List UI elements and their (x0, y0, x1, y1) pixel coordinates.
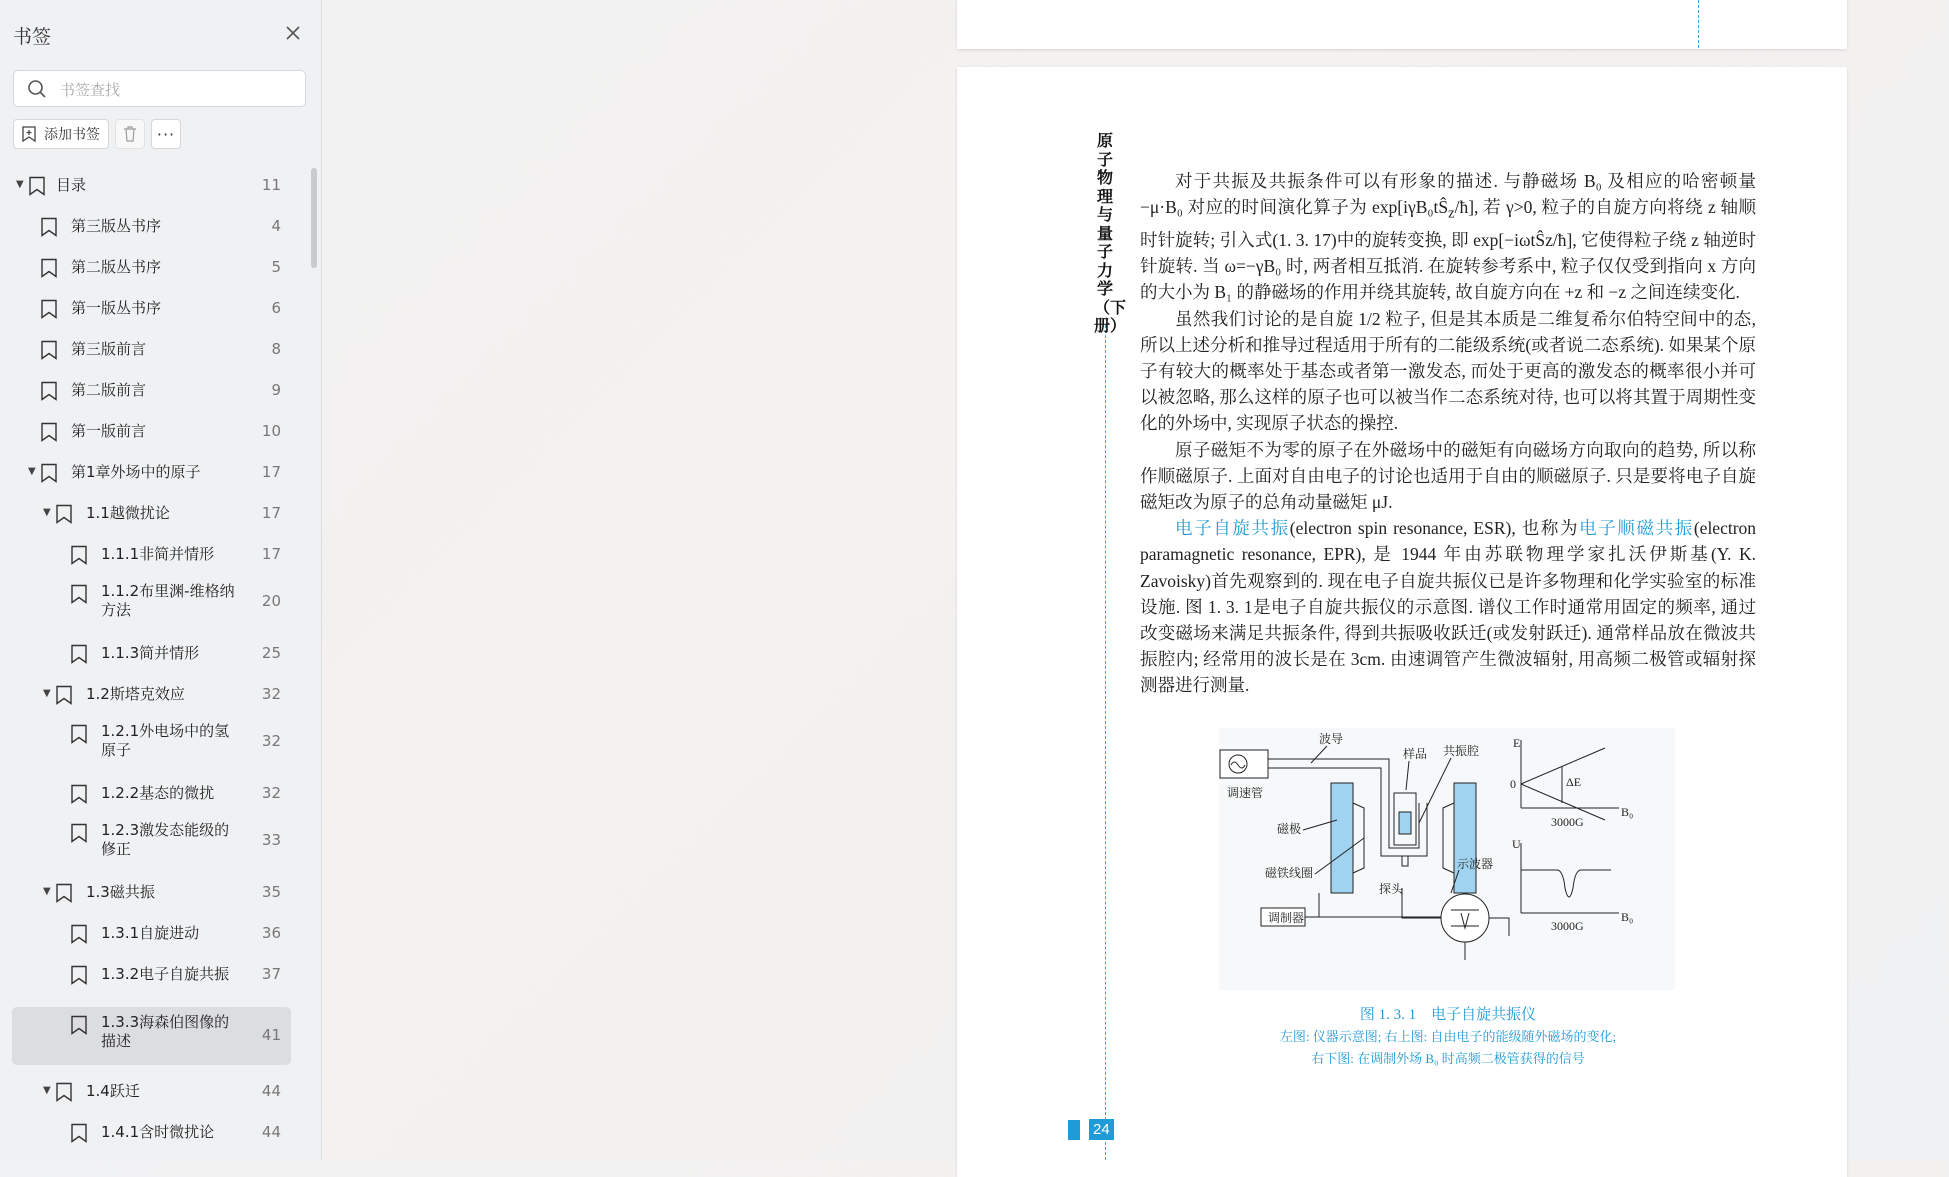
figure-caption: 左图: 仪器示意图; 右上图: 自由电子的能级随外磁场的变化; (1279, 1029, 1617, 1044)
bookmark-item[interactable] (12, 453, 291, 493)
bookmark-label: 1.4.1含时微扰论 (101, 1123, 215, 1141)
bookmark-icon (70, 965, 88, 985)
page-marker (1068, 1120, 1080, 1140)
bookmark-icon (55, 685, 73, 705)
oscilloscope-label: 示波器 (1457, 857, 1494, 871)
bookmark-page-number: 17 (261, 545, 281, 563)
bookmark-icon (28, 176, 46, 196)
add-bookmark-button[interactable] (13, 119, 109, 149)
bookmark-icon (40, 340, 58, 360)
bookmark-label: 第三版前言 (71, 340, 147, 358)
bookmark-label: 1.2.1外电场中的氢原子 (101, 722, 230, 759)
bookmark-page-number: 25 (261, 644, 281, 662)
bookmark-page-number: 44 (261, 1082, 281, 1100)
bookmark-page-number: 32 (261, 685, 281, 703)
bookmark-page-number: 33 (261, 831, 281, 849)
margin-guide (1105, 325, 1106, 1160)
running-header-vertical: 原子物理与量子力学（下册） (1094, 131, 1127, 335)
bookmark-item[interactable] (12, 1113, 291, 1153)
add-bookmark-icon (20, 125, 38, 143)
expand-arrow-icon[interactable]: ▼ (43, 1085, 51, 1096)
bookmark-page-number: 9 (271, 381, 281, 399)
bookmark-label: 第一版丛书序 (71, 299, 162, 317)
delete-bookmark-button[interactable] (115, 119, 145, 149)
bookmark-label: 1.2.2基态的微扰 (101, 784, 215, 802)
esr-apparatus-figure (1219, 728, 1675, 990)
energy-axis-label: E (1513, 736, 1521, 750)
field-tick-label: 3000G (1551, 815, 1584, 829)
bookmark-icon (40, 422, 58, 442)
bookmark-icon (70, 545, 88, 565)
bookmark-icon (40, 299, 58, 319)
bookmark-icon (55, 1082, 73, 1102)
bookmark-label: 1.1.3简并情形 (101, 644, 200, 662)
bookmark-icon (40, 217, 58, 237)
bookmark-page-number: 17 (261, 504, 281, 522)
bookmark-page-number: 37 (261, 965, 281, 983)
bookmark-item[interactable] (12, 873, 291, 913)
figure-title: 图 1. 3. 1 电子自旋共振仪 (1359, 1007, 1537, 1023)
bookmark-page-number: 32 (261, 784, 281, 802)
bookmark-icon (40, 463, 58, 483)
bookmark-icon (70, 924, 88, 944)
bookmark-page-number: 5 (271, 258, 281, 276)
bookmark-label: 1.1.2布里渊-维格纳方法 (101, 582, 235, 619)
coil-label: 磁铁线圈 (1265, 866, 1314, 880)
bookmark-icon (70, 784, 88, 804)
pole-label: 磁极 (1277, 822, 1302, 836)
bookmark-page-number: 32 (261, 732, 281, 750)
scrollbar[interactable] (311, 168, 317, 268)
field-tick-label: 3000G (1551, 919, 1584, 933)
waveguide-label: 波导 (1319, 732, 1344, 746)
expand-arrow-icon[interactable]: ▼ (43, 688, 51, 699)
more-icon: ··· (156, 124, 176, 144)
bookmark-label: 1.2斯塔克效应 (86, 685, 185, 703)
close-icon[interactable] (280, 20, 306, 46)
bookmark-icon (70, 1015, 88, 1035)
bookmark-page-number: 6 (271, 299, 281, 317)
bookmark-label: 第一版前言 (71, 422, 147, 440)
bookmark-icon (40, 258, 58, 278)
bookmark-label: 1.4跃迁 (86, 1082, 140, 1100)
bookmark-page-number: 20 (261, 592, 281, 610)
bookmark-item[interactable] (12, 914, 291, 954)
bookmark-icon (40, 381, 58, 401)
bookmark-icon (55, 883, 73, 903)
add-bookmark-label: 添加书签 (44, 127, 100, 143)
bookmark-page-number: 36 (261, 924, 281, 942)
margin-guide (1698, 0, 1699, 48)
paragraph: 原子磁矩不为零的原子在外磁场中的磁矩有向磁场方向取向的趋势, 所以称作顺磁原子. 上面对自由电子的讨论也适用于自由的顺磁原子. 只是要将电子自旋磁矩改为原子的总角动量磁矩 μJ. (1140, 439, 1756, 512)
search-icon (27, 79, 47, 99)
bookmark-icon (70, 823, 88, 843)
modulator-label: 调制器 (1268, 911, 1305, 925)
bookmark-label: 1.3.3海森伯图像的描述 (101, 1013, 230, 1050)
panel-title: 书签 (13, 26, 52, 48)
paragraph: 虽然我们讨论的是自旋 1/2 粒子, 但是其本质是二维复希尔伯特空间中的态, 所以上述分析和推导过程适用于所有的二能级系统(或者说二态系统). 如果某个原子有较大的概率处于基态或者第一激发态, 而处于更高的激发态的概率很小并可以被忽略, 那么这样的原子也可以被当作二态系统对待, 也可以将其置于周期性变化的外场中, 实现原子状态的操控. (1140, 308, 1756, 434)
probe-label: 探头 (1379, 882, 1404, 896)
bookmark-item[interactable] (12, 1007, 291, 1065)
field-axis-label: B₀ (1621, 805, 1634, 819)
bookmark-page-number: 17 (261, 463, 281, 481)
bookmark-item[interactable] (12, 330, 291, 370)
bookmark-page-number: 11 (261, 176, 281, 194)
bookmark-item[interactable] (12, 774, 291, 814)
previous-page (957, 0, 1847, 49)
bookmark-label: 第1章外场中的原子 (71, 463, 201, 481)
paragraph: 电子自旋共振(electron spin resonance, ESR), 也称为电子顺磁共振(electron paramagnetic resonance, EPR), 是 1944 年由苏联物理学家扎沃伊斯基(Y. K. Zavoisky)首先观察到的. 现在电子自旋共振仪已是许多物理和化学实验室的标准设施. 图 1. 3. 1是电子自旋共振仪的示意图. 谱仪工作时通常用固定的频率, 通过改变磁场来满足共振条件, 得到共振吸收跃迁(或发射跃迁). 通常样品放在微波共振腔内; 经常用的波长是在 3cm. 由速调管产生微波辐射, 用高频二极管或辐射探测器进行测量. (1140, 518, 1757, 696)
bookmark-item[interactable] (12, 207, 291, 247)
bookmark-label: 第二版前言 (71, 381, 147, 399)
bookmark-page-number: 35 (261, 883, 281, 901)
bookmark-icon (70, 584, 88, 604)
bookmark-item[interactable] (12, 166, 291, 206)
expand-arrow-icon[interactable]: ▼ (28, 466, 36, 477)
bookmark-item[interactable] (12, 494, 291, 534)
bookmark-label: 1.1越微扰论 (86, 504, 170, 522)
field-axis-label: B₀ (1621, 910, 1634, 924)
signal-axis-label: U (1512, 837, 1521, 851)
bookmark-label: 1.2.3激发态能级的修正 (101, 821, 230, 858)
bookmark-item[interactable] (12, 535, 291, 575)
bookmark-label: 1.3.2电子自旋共振 (101, 965, 230, 983)
bookmark-item[interactable] (12, 248, 291, 288)
bookmark-icon (70, 1123, 88, 1143)
bookmark-icon (70, 724, 88, 744)
bookmark-page-number: 44 (261, 1123, 281, 1141)
more-options-button[interactable] (151, 119, 181, 149)
bookmark-label: 1.3磁共振 (86, 883, 155, 901)
bookmark-item[interactable] (12, 412, 291, 452)
bookmark-page-number: 10 (261, 422, 281, 440)
bookmark-icon (55, 504, 73, 524)
bookmark-page-number: 4 (271, 217, 281, 235)
bookmark-item[interactable] (12, 634, 291, 674)
key-term: 电子自旋共振 (1175, 518, 1290, 539)
trash-icon (122, 125, 138, 143)
zero-label: 0 (1510, 777, 1516, 791)
bookmark-page-number: 41 (261, 1026, 281, 1044)
expand-arrow-icon[interactable]: ▼ (16, 179, 24, 190)
klystron-label: 调速管 (1227, 786, 1264, 800)
bookmark-item[interactable] (12, 576, 291, 628)
bookmark-search-box[interactable] (13, 70, 306, 107)
bookmark-item[interactable] (12, 815, 291, 867)
bookmark-label: 第三版丛书序 (71, 217, 162, 235)
delta-e-label: ΔE (1566, 775, 1582, 789)
bookmark-item[interactable] (12, 675, 291, 715)
bookmark-item[interactable] (12, 1072, 291, 1112)
paragraph: 对于共振及共振条件可以有形象的描述. 与静磁场 B₀ 及相应的哈密顿量−μ·B₀ 对应的时间演化算子为 $\exp[i\gamma B_0tŜ_z/ħ]$, 若 γ>0, 粒子的自旋方向将绕 z 轴顺时针旋转; 引入式(1. 3. 17)中的旋转变换, 即 exp[−iωtŜz/ħ], 它使得粒子绕 z 轴逆时针旋转. 当 ω=−γB₀ 时, 两者相互抵消. 在旋转参考系中, 粒子仅仅受到指向 x 方向的大小为 B₁ 的静磁场的作用并绕其旋转, 故自旋方向在 +z 和 −z 之间连续变化. (1140, 171, 1756, 303)
body-text (1140, 168, 1756, 699)
bookmark-panel (0, 0, 322, 1160)
expand-arrow-icon[interactable]: ▼ (43, 886, 51, 897)
bookmark-label: 目录 (56, 176, 87, 194)
bookmark-search-input[interactable] (58, 77, 302, 103)
bookmark-label: 1.1.1非简并情形 (101, 545, 215, 563)
bookmark-item[interactable] (12, 716, 291, 768)
bookmark-page-number: 8 (271, 340, 281, 358)
key-term: 电子顺磁共振 (1579, 518, 1694, 539)
bookmark-item[interactable] (12, 955, 291, 995)
page-number: 24 (1089, 1119, 1114, 1140)
bookmark-item[interactable] (12, 289, 291, 329)
cavity-label: 共振腔 (1443, 744, 1480, 758)
sample-label: 样品 (1403, 747, 1428, 761)
bookmark-icon (70, 644, 88, 664)
bookmark-label: 第二版丛书序 (71, 258, 162, 276)
bookmark-label: 1.3.1自旋进动 (101, 924, 200, 942)
figure-caption: 右下图: 在调制外场 B₀ 时高频二极管获得的信号 (1311, 1051, 1585, 1066)
bookmark-item[interactable] (12, 371, 291, 411)
expand-arrow-icon[interactable]: ▼ (43, 507, 51, 518)
